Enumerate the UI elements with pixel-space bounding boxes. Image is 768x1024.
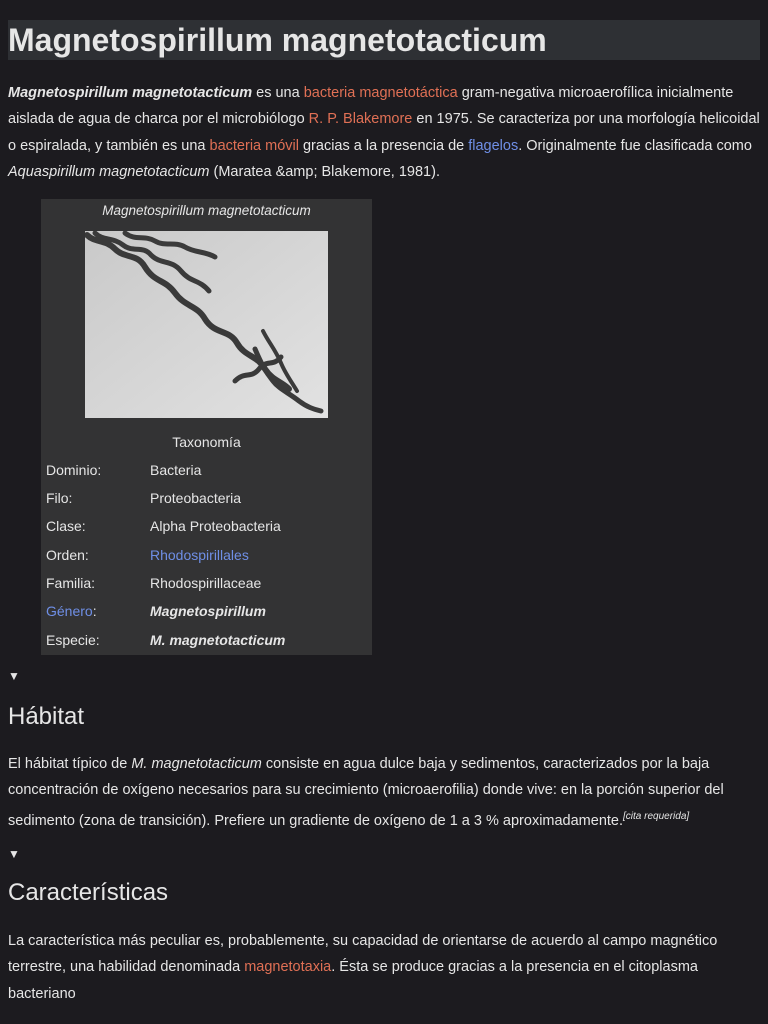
intro-text: gram-negativa microaerofílica inicialmente aislada de agua de charca por el microbiólogo <box>8 85 734 128</box>
link-bacteria-magnetotactica[interactable]: bacteria magnetotáctica <box>303 85 458 101</box>
taxonomy-row-orden <box>46 547 366 569</box>
intro-subject: Magnetospirillum magnetotacticum <box>8 85 253 101</box>
link-genero[interactable]: Género <box>46 603 93 619</box>
collapse-toggle-icon[interactable]: ▼ <box>8 847 20 861</box>
infobox-caption: Magnetospirillum magnetotacticum <box>102 203 311 218</box>
taxonomy-label: Filo: <box>46 490 73 506</box>
taxonomy-header: Taxonomía <box>172 434 241 450</box>
habitat-species: M. magnetotacticum <box>131 756 262 772</box>
features-text: . Ésta se produce gracias a la presencia en el citoplasma bacteriano <box>8 959 698 1002</box>
habitat-paragraph <box>8 751 760 834</box>
citation-needed-link[interactable]: [cita requerida] <box>623 810 690 822</box>
link-rhodospirillales[interactable]: Rhodospirillales <box>150 547 249 563</box>
taxonomy-value: Bacteria <box>150 462 202 478</box>
taxonomy-row-familia <box>46 575 366 597</box>
link-blakemore[interactable]: R. P. Blakemore <box>308 111 413 128</box>
taxonomy-infobox <box>41 199 372 655</box>
intro-text: es una <box>252 85 304 101</box>
section-heading-habitat: Hábitat <box>8 703 85 730</box>
link-bacteria-movil[interactable]: bacteria móvil <box>209 137 299 154</box>
taxonomy-row-genero <box>46 603 366 625</box>
page-title-bar <box>8 20 760 60</box>
link-flagelos[interactable]: flagelos <box>468 137 519 154</box>
taxonomy-value: Alpha Proteobacteria <box>150 518 281 534</box>
taxonomy-value: M. magnetotacticum <box>150 632 286 648</box>
features-paragraph <box>8 928 760 1007</box>
intro-aquaspirillum: Aquaspirillum magnetotacticum <box>8 163 210 180</box>
intro-paragraph <box>8 80 760 185</box>
taxonomy-value: Rhodospirillaceae <box>150 575 262 591</box>
intro-text: . Originalmente fue clasificada como <box>518 137 752 154</box>
intro-text: gracias a la presencia de <box>298 137 469 154</box>
features-text: La característica más peculiar es, probablemente, su capacidad de orientarse de acuerdo al campo magnético terrestre, una habilidad denominada <box>8 933 718 976</box>
link-magnetotaxia[interactable]: magnetotaxia <box>244 959 332 976</box>
collapse-toggle-icon[interactable]: ▼ <box>8 669 20 683</box>
taxonomy-label: Dominio: <box>46 462 102 478</box>
taxonomy-label: Orden: <box>46 547 89 563</box>
page-title: Magnetospirillum magnetotacticum <box>8 22 547 58</box>
intro-text: en 1975. Se caracteriza por una morfología helicoidal o espiralada, y también es una <box>8 111 760 154</box>
taxonomy-row-clase <box>46 518 366 540</box>
taxonomy-label-genero <box>46 603 97 619</box>
habitat-text: consiste en agua dulce baja y sedimentos, caracterizados por la baja concentración de oxígeno necesarios para su crecimiento (microaerofilia) donde vive: en la porción superior del sedimento (zona de transición). Prefiere un gradiente de oxígeno de 1 a 3 % aproximadamente. <box>8 756 724 829</box>
habitat-text: El hábitat típico de <box>8 756 132 772</box>
taxonomy-row-filo <box>46 490 366 512</box>
intro-text: (Maratea &amp; Blakemore, 1981). <box>209 163 440 180</box>
taxonomy-value: Proteobacteria <box>150 490 242 506</box>
taxonomy-value: Magnetospirillum <box>150 603 266 619</box>
label-colon: : <box>92 603 97 619</box>
taxonomy-label: Especie: <box>46 632 100 648</box>
taxonomy-label: Familia: <box>46 575 96 591</box>
section-heading-caracteristicas: Características <box>8 879 169 906</box>
taxonomy-row-dominio <box>46 462 366 484</box>
taxonomy-label: Clase: <box>46 518 86 534</box>
taxonomy-row-especie <box>46 632 366 654</box>
bacteria-micrograph-image[interactable] <box>85 231 328 418</box>
